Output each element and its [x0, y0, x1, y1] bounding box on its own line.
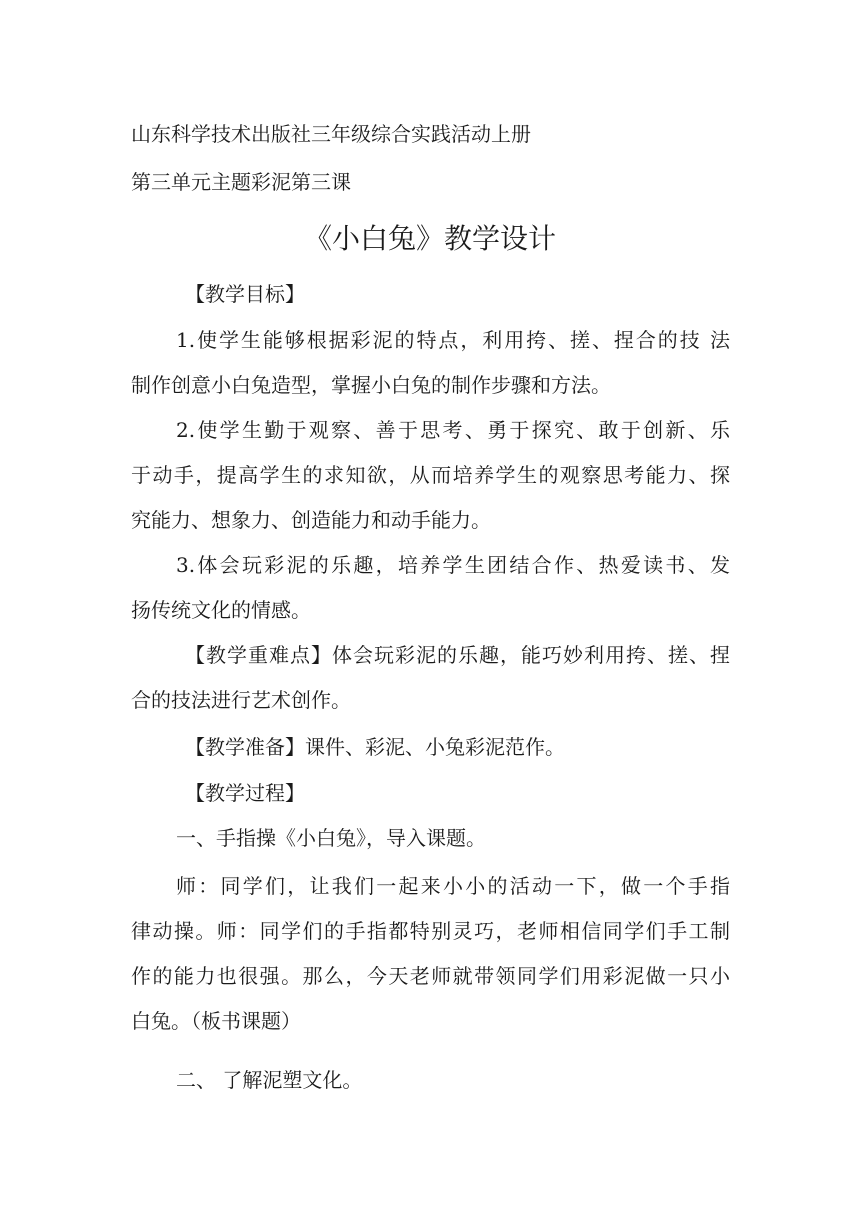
objective-1-line-2: 制作创意小白兔造型，掌握小白兔的制作步骤和方法。	[131, 373, 611, 397]
unit-line: 第三单元主题彩泥第三课	[131, 170, 351, 194]
key-points-line-1: 【教学重难点】体会玩彩泥的乐趣，能巧妙利用挎、搓、捏	[185, 643, 730, 667]
process-step-1: 一、手指操《小白兔》，导入课题。	[176, 826, 486, 850]
process-heading: 【教学过程】	[185, 781, 305, 805]
key-points-line-2: 合的技法进行艺术创作。	[131, 688, 351, 712]
objective-3-line-1: 3.体会玩彩泥的乐趣，培养学生团结合作、热爱读书、发	[176, 553, 730, 577]
objective-1-line-1: 1.使学生能够根据彩泥的特点，利用挎、搓、捏合的技 法	[176, 328, 730, 352]
preparation-line: 【教学准备】课件、彩泥、小兔彩泥范作。	[185, 735, 565, 759]
objective-2-line-2: 于动手，提高学生的求知欲，从而培养学生的观察思考能力、探	[131, 463, 730, 487]
document-title: 《小白兔》教学设计	[303, 222, 556, 255]
process-paragraph-line-2: 律动操。师：同学们的手指都特别灵巧，老师相信同学们手工制	[131, 919, 730, 943]
publisher-line: 山东科学技术出版社三年级综合实践活动上册	[131, 122, 531, 146]
objective-2-line-1: 2.使学生勤于观察、善于思考、勇于探究、敢于创新、乐	[176, 418, 730, 442]
process-paragraph-line-3: 作的能力也很强。那么，今天老师就带领同学们用彩泥做一只小	[131, 964, 730, 988]
objective-2-line-3: 究能力、想象力、创造能力和动手能力。	[131, 508, 491, 532]
objective-3-line-2: 扬传统文化的情感。	[131, 598, 311, 622]
process-paragraph-line-4: 白兔。（板书课题）	[131, 1009, 301, 1033]
objectives-heading: 【教学目标】	[185, 282, 305, 306]
process-step-2: 二、 了解泥塑文化。	[176, 1068, 363, 1092]
process-paragraph-line-1: 师：同学们，让我们一起来小小的活动一下，做一个手指	[176, 874, 730, 898]
